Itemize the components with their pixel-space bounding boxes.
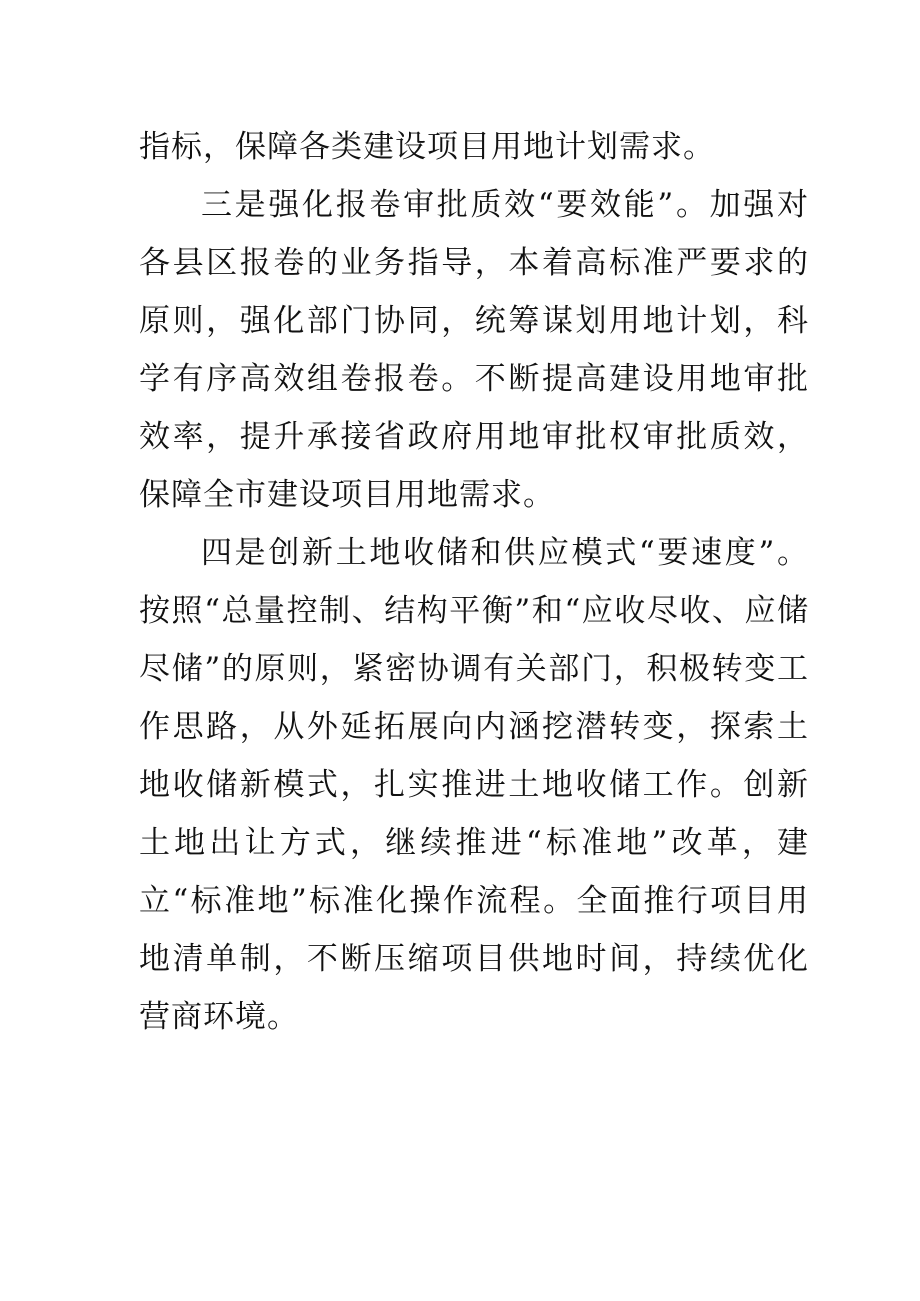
document-body — [139, 118, 809, 1046]
paragraph-continuation: 指标，保障各类建设项目用地计划需求。 — [139, 129, 715, 165]
paragraph-approval-efficiency: 三是强化报卷审批质效“要效能”。加强对各县区报卷的业务指导，本着高标准严要求的原则，强化部门协同，统筹谋划用地计划，科学有序高效组卷报卷。不断提高建设用地审批效率，提升承接省政府用地审批权审批质效，保障全市建设项目用地需求。 — [139, 187, 809, 513]
paragraph-land-reserve: 四是创新土地收储和供应模式“要速度”。按照“总量控制、结构平衡”和“应收尽收、应储尽储”的原则，紧密协调有关部门，积极转变工作思路，从外延拓展向内涵挖潜转变，探索土地收储新模式，扎实推进土地收储工作。创新土地出让方式，继续推进“标准地”改革，建立“标准地”标准化操作流程。全面推行项目用地清单制，不断压缩项目供地时间，持续优化营商环境。 — [139, 535, 809, 1035]
